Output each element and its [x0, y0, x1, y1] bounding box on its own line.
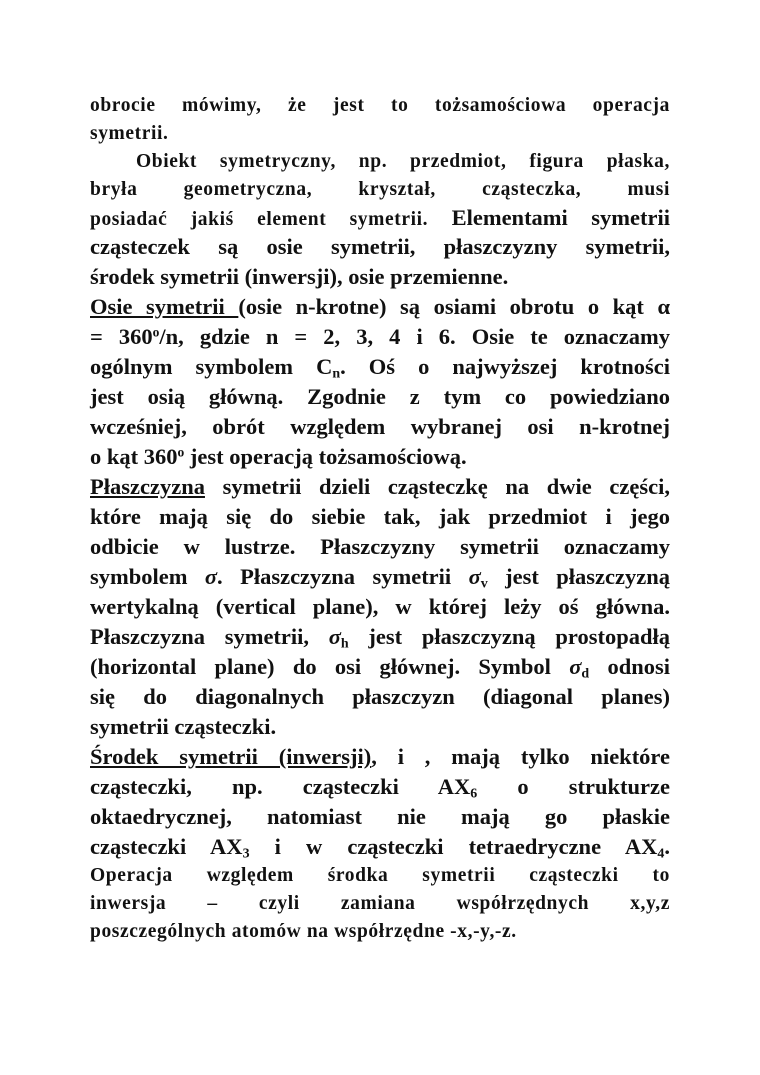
text: wcześniej, obrót względem wybranej osi n-krotnej [90, 414, 670, 439]
sigma-symbol: σ [328, 624, 341, 649]
text-line-1 [90, 92, 670, 120]
text-line-22 [90, 712, 670, 742]
subscript: h [340, 636, 349, 652]
sigma-symbol: σ [468, 564, 481, 589]
text: wertykalną (vertical plane), w której leży oś główna. [90, 594, 670, 619]
text: o strukturze [477, 774, 670, 799]
text: obrocie mówimy, że jest to tożsamościowa operacja [90, 95, 670, 116]
text-line-5 [90, 204, 670, 232]
sigma-symbol: σ [569, 654, 582, 679]
text: bryła geometryczna, kryształ, cząsteczka, musi [90, 179, 670, 200]
text: o kąt 360 [90, 444, 178, 469]
text: oktaedrycznej, natomiast nie mają go płaskie [90, 804, 670, 829]
text: symetrii. [90, 123, 169, 144]
text-line-23 [90, 742, 670, 772]
text-line-27 [90, 862, 670, 890]
text-line-8 [90, 292, 670, 322]
text-line-12 [90, 412, 670, 442]
text-line-19 [90, 622, 670, 652]
text: Płaszczyzna symetrii, [90, 624, 329, 649]
sigma-symbol: σ [204, 564, 218, 589]
text-line-14 [90, 472, 670, 502]
text-line-28 [90, 890, 670, 918]
text: się do diagonalnych płaszczyzn (diagonal planes) [90, 684, 670, 709]
text: cząsteczki, np. cząsteczki AX [90, 774, 471, 799]
text: . Oś o najwyższej krotności [340, 354, 670, 379]
term-center: Środek symetrii (inwersji) [90, 744, 372, 769]
text: jest płaszczyzną [487, 564, 670, 589]
text: jest osią główną. Zgodnie z tym co powiedziano [90, 384, 670, 409]
text: , i , mają tylko niektóre [371, 744, 670, 769]
text: które mają się do siebie tak, jak przedmiot i jego [90, 504, 670, 529]
text-line-13 [90, 442, 670, 472]
text: ogólnym symbolem C [90, 354, 333, 379]
text: symetrii cząsteczki. [90, 714, 277, 739]
text-line-15 [90, 502, 670, 532]
text-line-24 [90, 772, 670, 802]
text-line-7 [90, 262, 670, 292]
text-line-26 [90, 832, 670, 862]
text: jest płaszczyzną prostopadłą [348, 624, 670, 649]
text: Obiekt symetryczny, np. przedmiot, figura płaska, [136, 151, 670, 172]
text: jest operacją tożsamościową. [184, 444, 467, 469]
text: . [664, 834, 671, 859]
text: Elementami symetrii [428, 205, 670, 230]
subscript: 3 [242, 846, 250, 862]
text: (horizontal plane) do osi głównej. Symbol [90, 654, 570, 679]
text: posiadać jakiś element symetrii. [90, 209, 429, 230]
text: Operacja względem środka symetrii cząsteczki to [90, 865, 670, 886]
text-line-16 [90, 532, 670, 562]
text-line-29 [90, 918, 670, 946]
text-line-4 [90, 176, 670, 204]
term-plane: Płaszczyzna [90, 474, 205, 499]
text-line-20 [90, 652, 670, 682]
text: cząsteczki AX [90, 834, 243, 859]
text-line-17 [90, 562, 670, 592]
text: cząsteczek są osie symetrii, płaszczyzny symetrii, [90, 234, 670, 259]
text-line-3 [90, 148, 670, 176]
superscript: o [152, 324, 160, 340]
text: środek symetrii (inwersji), osie przemienne. [90, 264, 509, 289]
subscript: 4 [657, 846, 665, 862]
text-line-9 [90, 322, 670, 352]
subscript: n [332, 366, 341, 382]
text: odbicie w lustrze. Płaszczyzny symetrii oznaczamy [90, 534, 670, 559]
subscript: 6 [470, 786, 478, 802]
text-line-11 [90, 382, 670, 412]
superscript: o [177, 444, 185, 460]
text: /n, gdzie n = 2, 3, 4 i 6. Osie te oznaczamy [159, 324, 670, 349]
text-line-25 [90, 802, 670, 832]
text: (osie n-krotne) są osiami obrotu o kąt α [238, 294, 670, 319]
subscript: v [480, 576, 488, 592]
text: symetrii dzieli cząsteczkę na dwie części, [204, 474, 670, 499]
text: = 360 [90, 324, 153, 349]
text-line-10 [90, 352, 670, 382]
text-line-2 [90, 120, 670, 148]
text-line-18 [90, 592, 670, 622]
text-line-21 [90, 682, 670, 712]
text: odnosi [589, 654, 670, 679]
text: symbolem [90, 564, 205, 589]
text: poszczególnych atomów na współrzędne -x,-y,-z. [90, 921, 517, 942]
text: . Płaszczyzna symetrii [217, 564, 469, 589]
document-page [90, 92, 670, 946]
subscript: d [581, 666, 590, 682]
text-line-6 [90, 232, 670, 262]
text: i w cząsteczki tetraedryczne AX [249, 834, 658, 859]
text: inwersja – czyli zamiana współrzędnych x,y,z [90, 893, 670, 914]
term-axes: Osie symetrii [90, 294, 239, 319]
